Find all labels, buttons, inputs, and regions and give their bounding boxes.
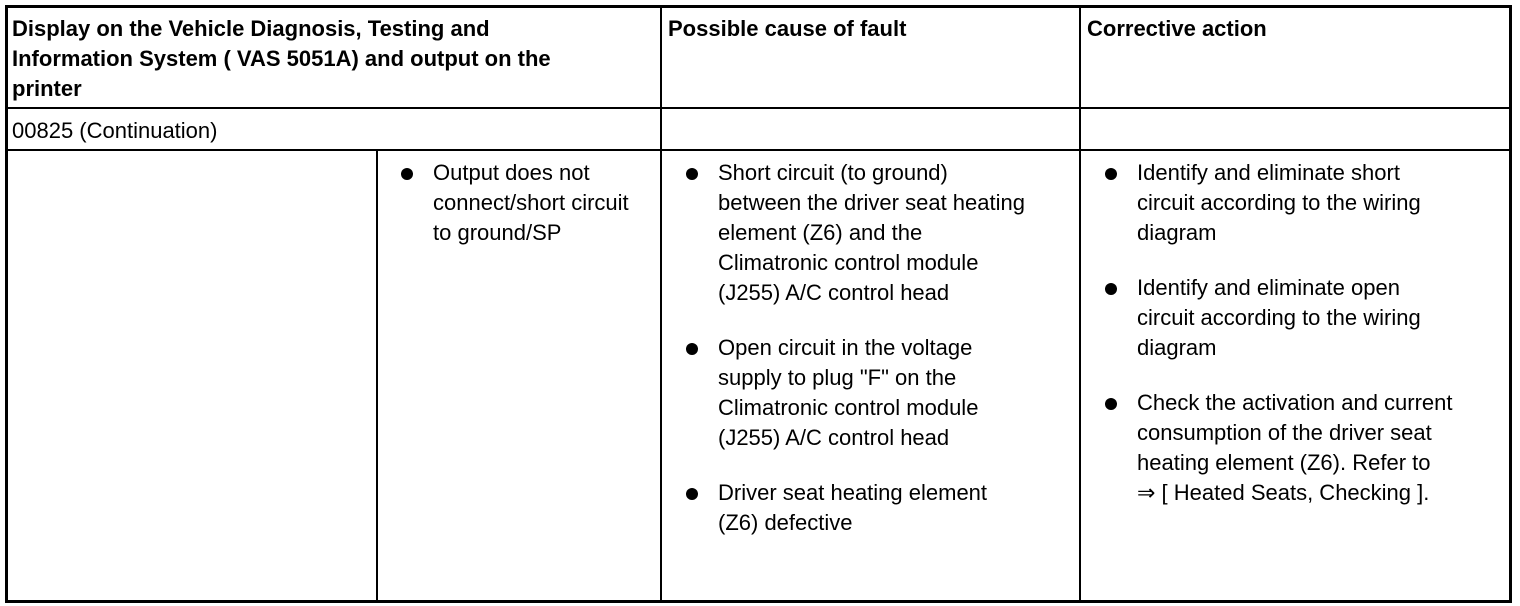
header-display: Display on the Vehicle Diagnosis, Testing and Information System ( VAS 5051A) and output on the printer: [12, 16, 551, 101]
bullet-icon: [1105, 283, 1117, 295]
list-item: Check the activation and current consumption of the driver seat heating element (Z6). Refer to ⇒ [ Heated Seats, Checking ].: [1105, 388, 1453, 508]
column-divider: [1079, 8, 1081, 600]
bullet-icon: [686, 343, 698, 355]
list-item: Short circuit (to ground) between the driver seat heating element (Z6) and the Climatronic control module (J255) A/C control head: [686, 158, 1025, 308]
header-cause: Possible cause of fault: [668, 16, 907, 41]
action-cell: [1105, 158, 1453, 533]
list-item: Output does not connect/short circuit to ground/SP: [401, 158, 629, 248]
bullet-icon: [401, 168, 413, 180]
column-divider: [376, 150, 378, 600]
bullet-icon: [1105, 168, 1117, 180]
display-cell: [401, 158, 629, 273]
header-action: Corrective action: [1087, 16, 1267, 41]
bullet-icon: [686, 168, 698, 180]
bullet-icon: [1105, 398, 1117, 410]
list-item: Identify and eliminate open circuit according to the wiring diagram: [1105, 273, 1453, 363]
list-item: Open circuit in the voltage supply to plug "F" on the Climatronic control module (J255) A/C control head: [686, 333, 1025, 453]
section-label: 00825 (Continuation): [12, 118, 218, 143]
list-item: Driver seat heating element (Z6) defective: [686, 478, 1025, 538]
column-divider: [660, 8, 662, 600]
row-divider: [8, 149, 1509, 151]
row-divider: [8, 107, 1509, 109]
list-item: Identify and eliminate short circuit according to the wiring diagram: [1105, 158, 1453, 248]
bullet-icon: [686, 488, 698, 500]
cause-cell: [686, 158, 1025, 563]
